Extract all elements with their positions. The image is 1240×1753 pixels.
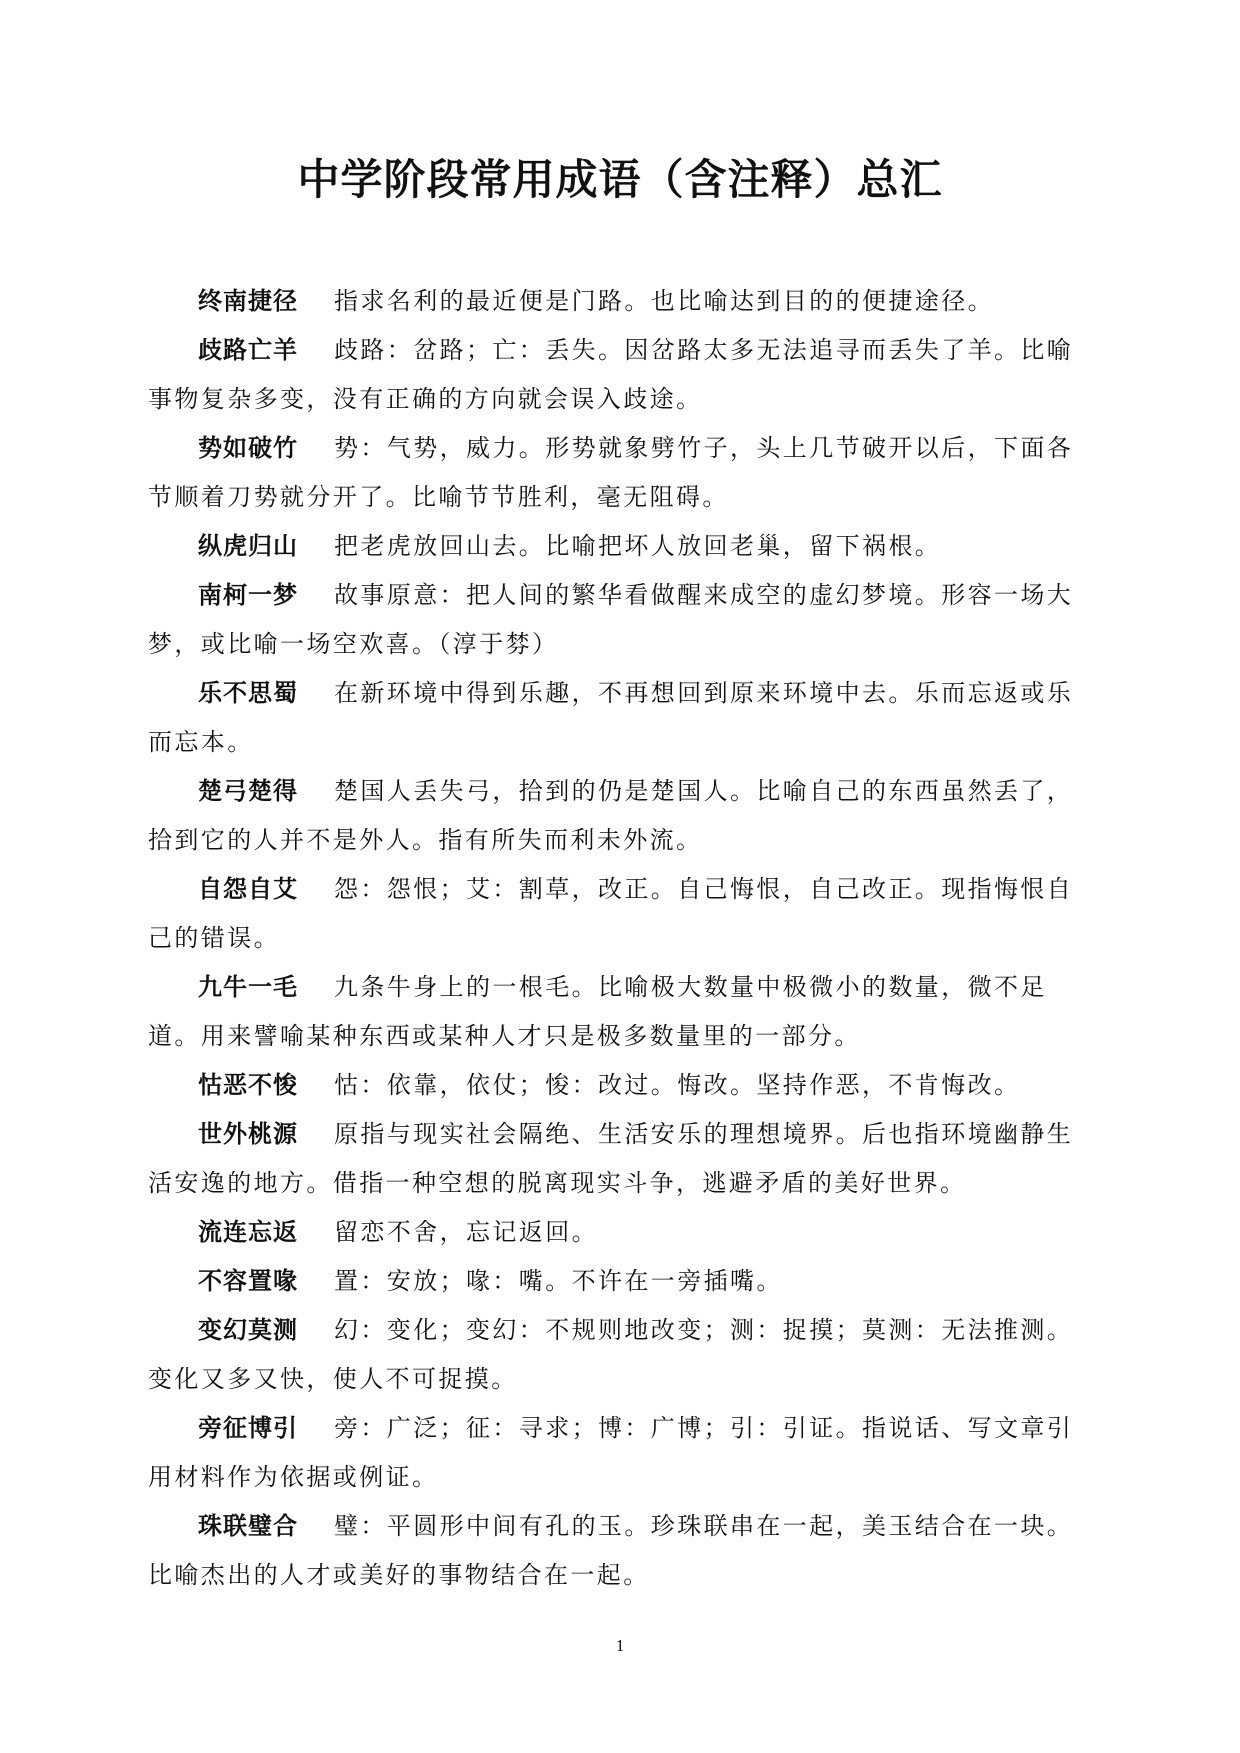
list-item bbox=[148, 1404, 1092, 1502]
list-item bbox=[148, 1502, 1092, 1600]
list-item bbox=[148, 669, 1092, 767]
list-item bbox=[148, 1208, 1092, 1257]
idiom-definition: 把老虎放回山去。比喻把坏人放回老巢，留下祸根。 bbox=[334, 532, 942, 560]
idiom-definition: 在新环境中得到乐趣，不再想回到原来环境中去。乐而忘返或乐而忘本。 bbox=[148, 679, 1074, 756]
idiom-term: 自怨自艾 bbox=[198, 875, 298, 903]
list-item bbox=[148, 522, 1092, 571]
page-title: 中学阶段常用成语（含注释）总汇 bbox=[297, 155, 943, 204]
idiom-definition: 楚国人丢失弓，拾到的仍是楚国人。比喻自己的东西虽然丢了，拾到它的人并不是外人。指有所失而利未外流。 bbox=[148, 777, 1074, 854]
idiom-definition: 势：气势，威力。形势就象劈竹子，头上几节破开以后，下面各节顺着刀势就分开了。比喻节节胜利，毫无阻碍。 bbox=[148, 434, 1074, 511]
idiom-term: 不容置喙 bbox=[198, 1267, 298, 1295]
idiom-term: 终南捷径 bbox=[198, 287, 298, 315]
list-item bbox=[148, 865, 1092, 963]
idiom-term: 乐不思蜀 bbox=[198, 679, 298, 707]
list-item bbox=[148, 1306, 1092, 1404]
idiom-definition: 原指与现实社会隔绝、生活安乐的理想境界。后也指环境幽静生活安逸的地方。借指一种空想的脱离现实斗争，逃避矛盾的美好世界。 bbox=[148, 1120, 1074, 1197]
list-item bbox=[148, 326, 1092, 424]
idiom-term: 世外桃源 bbox=[198, 1120, 298, 1148]
idiom-term: 珠联璧合 bbox=[198, 1512, 298, 1540]
idiom-term: 流连忘返 bbox=[198, 1218, 298, 1246]
idiom-definition: 怨：怨恨；艾：割草，改正。自己悔恨，自己改正。现指悔恨自己的错误。 bbox=[148, 875, 1074, 952]
idiom-definition: 留恋不舍，忘记返回。 bbox=[334, 1218, 598, 1246]
idiom-term: 变幻莫测 bbox=[198, 1316, 298, 1344]
idiom-definition: 璧：平圆形中间有孔的玉。珍珠联串在一起，美玉结合在一块。比喻杰出的人才或美好的事物结合在一起。 bbox=[148, 1512, 1074, 1589]
list-item bbox=[148, 1110, 1092, 1208]
idiom-term: 歧路亡羊 bbox=[198, 336, 298, 364]
list-item bbox=[148, 277, 1092, 326]
idiom-definition: 幻：变化；变幻：不规则地改变；测：捉摸；莫测：无法推测。变化又多又快，使人不可捉摸。 bbox=[148, 1316, 1074, 1393]
list-item bbox=[148, 424, 1092, 522]
idiom-term: 势如破竹 bbox=[198, 434, 298, 462]
idiom-term: 纵虎归山 bbox=[198, 532, 298, 560]
list-item bbox=[148, 1257, 1092, 1306]
list-item bbox=[148, 767, 1092, 865]
idiom-definition: 旁：广泛；征：寻求；博：广博；引：引证。指说话、写文章引用材料作为依据或例证。 bbox=[148, 1414, 1074, 1491]
page-number: 1 bbox=[615, 1636, 625, 1655]
idiom-definition: 故事原意：把人间的繁华看做醒来成空的虚幻梦境。形容一场大梦，或比喻一场空欢喜。（淳于棼） bbox=[148, 581, 1074, 658]
list-item bbox=[148, 571, 1092, 669]
idiom-definition: 歧路：岔路；亡：丢失。因岔路太多无法追寻而丢失了羊。比喻事物复杂多变，没有正确的方向就会误入歧途。 bbox=[148, 336, 1074, 413]
idiom-list bbox=[148, 277, 1092, 1600]
idiom-definition: 指求名利的最近便是门路。也比喻达到目的的便捷途径。 bbox=[334, 287, 994, 315]
idiom-definition: 置：安放；喙：嘴。不许在一旁插嘴。 bbox=[334, 1267, 783, 1295]
idiom-term: 旁征博引 bbox=[198, 1414, 298, 1442]
list-item bbox=[148, 1061, 1092, 1110]
idiom-term: 南柯一梦 bbox=[198, 581, 298, 609]
idiom-definition: 九条牛身上的一根毛。比喻极大数量中极微小的数量，微不足道。用来譬喻某种东西或某种人才只是极多数量里的一部分。 bbox=[148, 973, 1047, 1050]
list-item bbox=[148, 963, 1092, 1061]
idiom-term: 楚弓楚得 bbox=[198, 777, 298, 805]
idiom-term: 怙恶不悛 bbox=[198, 1071, 298, 1099]
idiom-definition: 怙：依靠，依仗；悛：改过。悔改。坚持作恶，不肯悔改。 bbox=[334, 1071, 1021, 1099]
idiom-term: 九牛一毛 bbox=[198, 973, 298, 1001]
